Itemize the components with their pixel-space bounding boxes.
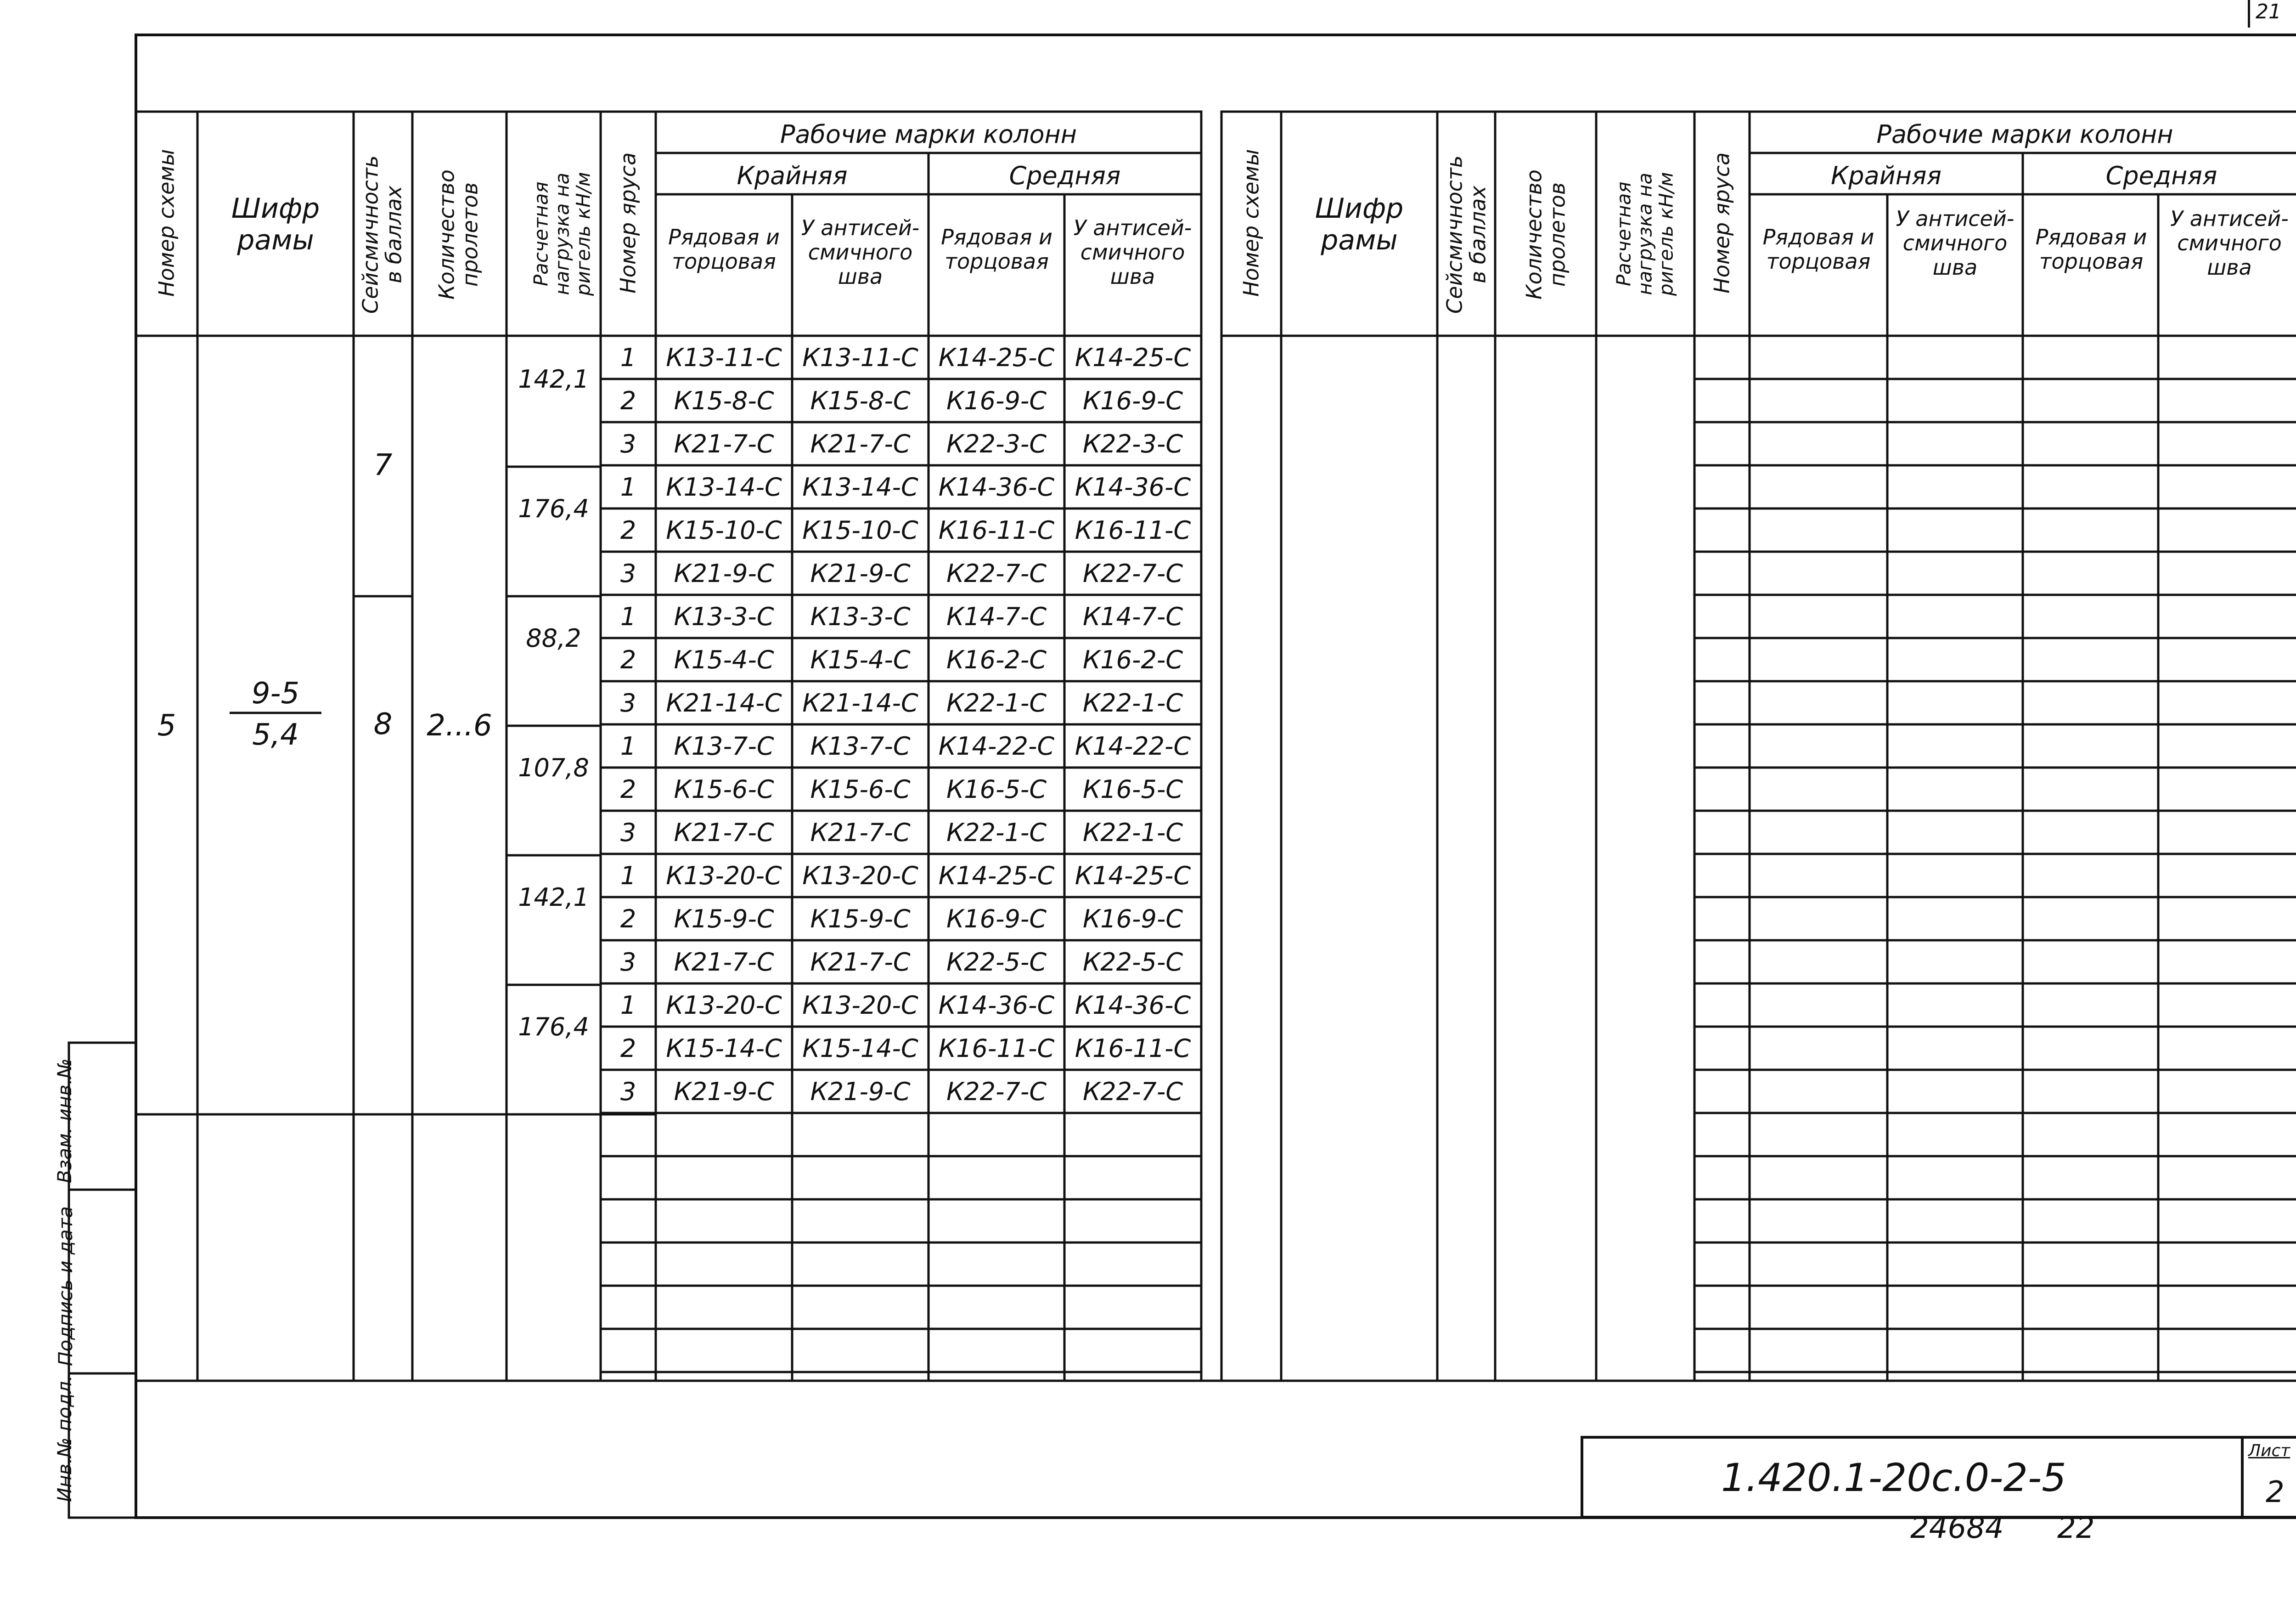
tier-number: 2 xyxy=(620,774,636,804)
header-group: Рабочие марки колонн xyxy=(780,120,1077,149)
load-value: 176,4 xyxy=(518,494,589,523)
column-mark: К16-9-С xyxy=(1082,386,1183,415)
column-mark: К16-11-С xyxy=(1075,515,1191,545)
load-value: 107,8 xyxy=(518,753,589,782)
sheet-label: Лист xyxy=(2248,1441,2290,1460)
right-header-edge-ordinary: Рядовая и торцовая xyxy=(1762,225,1874,274)
tier-number: 1 xyxy=(620,472,636,502)
right-header-seismicity: Сейсмичность в баллах xyxy=(1442,155,1490,314)
column-mark: К13-20-С xyxy=(666,990,782,1020)
column-mark: К15-9-С xyxy=(674,904,774,933)
right-header-middle-seismic: У антисей-смичного шва xyxy=(2170,206,2289,280)
right-header-middle: Средняя xyxy=(2105,161,2217,190)
column-mark: К15-8-С xyxy=(674,386,774,415)
tier-number: 2 xyxy=(620,1034,636,1063)
column-mark: К15-6-С xyxy=(674,774,774,804)
header-edge-ordinary: Рядовая и торцовая xyxy=(668,225,780,274)
column-mark: К16-9-С xyxy=(1082,904,1183,933)
column-mark: К21-7-С xyxy=(674,947,774,977)
column-mark: К21-7-С xyxy=(810,818,911,847)
header-middle-ordinary: Рядовая и торцовая xyxy=(941,225,1052,274)
column-mark: К22-1-С xyxy=(1082,818,1183,847)
column-mark: К21-9-С xyxy=(810,559,911,588)
title-stamp xyxy=(1581,1436,2296,1519)
column-mark: К21-14-С xyxy=(666,688,782,717)
column-mark: К13-3-С xyxy=(810,602,911,631)
column-mark: К21-14-С xyxy=(802,688,918,717)
tier-number: 2 xyxy=(620,386,636,415)
column-mark: К15-4-С xyxy=(810,645,911,674)
tier-number: 3 xyxy=(620,559,636,588)
column-mark: К14-36-С xyxy=(938,472,1055,502)
column-mark: К14-25-С xyxy=(1075,861,1191,890)
right-header-tier: Номер яруса xyxy=(1709,152,1734,294)
column-mark: К13-11-С xyxy=(666,343,782,372)
tier-number: 3 xyxy=(620,947,636,977)
column-mark: К22-7-С xyxy=(946,559,1047,588)
tier-number: 3 xyxy=(620,818,636,847)
tier-number: 3 xyxy=(620,429,636,458)
corner-mark: 21 xyxy=(2256,0,2281,23)
column-mark: К14-22-С xyxy=(938,731,1055,761)
page-number: 22 xyxy=(2057,1511,2095,1545)
seismicity-value: 8 xyxy=(373,707,393,741)
column-mark: К15-10-С xyxy=(666,515,782,545)
header-spans: Количество пролетов xyxy=(434,169,482,300)
column-mark: К14-22-С xyxy=(1075,731,1191,761)
column-mark: К16-11-С xyxy=(1075,1034,1191,1063)
corner-tick xyxy=(2248,0,2250,28)
column-mark: К15-14-С xyxy=(666,1034,782,1063)
document-code: 1.420.1-20с.0-2-5 xyxy=(1721,1455,2066,1500)
column-mark: К14-36-С xyxy=(1075,990,1191,1020)
header-edge: Крайняя xyxy=(737,161,848,190)
column-mark: К15-4-С xyxy=(674,645,774,674)
header-frame-code: Шифр рамы xyxy=(231,192,320,256)
column-mark: К16-5-С xyxy=(946,774,1047,804)
header-seismicity: Сейсмичность в баллах xyxy=(358,155,406,314)
tier-number: 3 xyxy=(620,1077,636,1106)
column-mark: К16-2-С xyxy=(946,645,1047,674)
right-header-middle-ordinary: Рядовая и торцовая xyxy=(2035,225,2147,274)
column-mark: К14-7-С xyxy=(946,602,1047,631)
header-scheme-no: Номер схемы xyxy=(154,149,179,297)
column-mark: К22-1-С xyxy=(946,818,1047,847)
right-header-group: Рабочие марки колонн xyxy=(1876,120,2173,149)
header-load: Расчетная нагрузка на ригель кН/м xyxy=(529,172,595,296)
column-mark: К22-3-С xyxy=(946,429,1047,458)
column-mark: К16-9-С xyxy=(946,904,1047,933)
side-label-substitute: Взам. инв.№ xyxy=(53,1058,76,1183)
column-mark: К15-10-С xyxy=(802,515,918,545)
tier-number: 1 xyxy=(620,861,636,890)
tier-number: 3 xyxy=(620,688,636,717)
column-mark: К22-7-С xyxy=(1082,559,1183,588)
tier-number: 1 xyxy=(620,990,636,1020)
column-mark: К16-11-С xyxy=(938,1034,1055,1063)
column-mark: К14-25-С xyxy=(938,343,1055,372)
column-mark: К22-7-С xyxy=(946,1077,1047,1106)
right-header-scheme-no: Номер схемы xyxy=(1238,149,1264,297)
tier-number: 1 xyxy=(620,731,636,761)
tier-number: 1 xyxy=(620,343,636,372)
column-mark: К14-25-С xyxy=(1075,343,1191,372)
column-mark: К13-14-С xyxy=(802,472,918,502)
load-value: 142,1 xyxy=(518,364,589,394)
column-mark: К14-36-С xyxy=(938,990,1055,1020)
header-middle: Средняя xyxy=(1009,161,1121,190)
header-middle-seismic: У антисей-смичного шва xyxy=(1073,215,1192,289)
column-mark: К22-5-С xyxy=(1082,947,1183,977)
span-count: 2...6 xyxy=(427,709,492,743)
tier-number: 2 xyxy=(620,515,636,545)
column-mark: К13-14-С xyxy=(666,472,782,502)
load-value: 88,2 xyxy=(526,623,581,653)
column-mark: К22-1-С xyxy=(1082,688,1183,717)
column-mark: К13-20-С xyxy=(666,861,782,890)
column-mark: К21-7-С xyxy=(810,429,911,458)
header-edge-seismic: У антисей-смичного шва xyxy=(801,215,920,289)
column-mark: К13-20-С xyxy=(802,861,918,890)
column-mark: К21-7-С xyxy=(810,947,911,977)
right-header-frame-code: Шифр рамы xyxy=(1315,192,1404,256)
column-mark: К21-9-С xyxy=(674,559,774,588)
frame-code-denominator: 5,4 xyxy=(252,718,299,752)
right-header-spans: Количество пролетов xyxy=(1521,169,1570,300)
tier-number: 2 xyxy=(620,645,636,674)
side-label-signature-date: Подпись и дата xyxy=(54,1206,77,1366)
load-value: 142,1 xyxy=(518,882,589,912)
archive-number: 24684 xyxy=(1910,1511,2004,1545)
seismicity-value: 7 xyxy=(373,448,393,482)
sheet-box xyxy=(2241,1439,2296,1516)
scheme-number: 5 xyxy=(157,709,176,743)
header-tier: Номер яруса xyxy=(615,152,641,294)
sheet-number: 2 xyxy=(2266,1475,2285,1509)
column-mark: К22-3-С xyxy=(1082,429,1183,458)
fraction-bar xyxy=(230,711,321,715)
side-label-original-no: Инв.№ подл. xyxy=(53,1375,76,1502)
column-mark: К22-7-С xyxy=(1082,1077,1183,1106)
column-mark: К22-1-С xyxy=(946,688,1047,717)
column-mark: К13-3-С xyxy=(674,602,774,631)
column-mark: К16-5-С xyxy=(1082,774,1183,804)
right-header-load: Расчетная нагрузка на ригель кН/м xyxy=(1612,172,1678,296)
column-mark: К13-7-С xyxy=(810,731,911,761)
column-mark: К21-7-С xyxy=(674,429,774,458)
column-mark: К14-25-С xyxy=(938,861,1055,890)
column-mark: К14-7-С xyxy=(1082,602,1183,631)
right-header-edge: Крайняя xyxy=(1830,161,1942,190)
load-value: 176,4 xyxy=(518,1012,589,1041)
column-mark: К15-6-С xyxy=(810,774,911,804)
column-mark: К14-36-С xyxy=(1075,472,1191,502)
column-mark: К15-14-С xyxy=(802,1034,918,1063)
column-mark: К21-9-С xyxy=(810,1077,911,1106)
column-mark: К13-11-С xyxy=(802,343,918,372)
column-mark: К13-20-С xyxy=(802,990,918,1020)
frame-code-numerator: 9-5 xyxy=(251,677,300,711)
column-mark: К15-9-С xyxy=(810,904,911,933)
column-mark: К16-2-С xyxy=(1082,645,1183,674)
tier-number: 2 xyxy=(620,904,636,933)
column-mark: К21-9-С xyxy=(674,1077,774,1106)
column-mark: К16-11-С xyxy=(938,515,1055,545)
column-mark: К22-5-С xyxy=(946,947,1047,977)
column-mark: К15-8-С xyxy=(810,386,911,415)
column-mark: К21-7-С xyxy=(674,818,774,847)
tier-number: 1 xyxy=(620,602,636,631)
right-header-edge-seismic: У антисей-смичного шва xyxy=(1896,206,2015,280)
column-mark: К13-7-С xyxy=(674,731,774,761)
column-mark: К16-9-С xyxy=(946,386,1047,415)
